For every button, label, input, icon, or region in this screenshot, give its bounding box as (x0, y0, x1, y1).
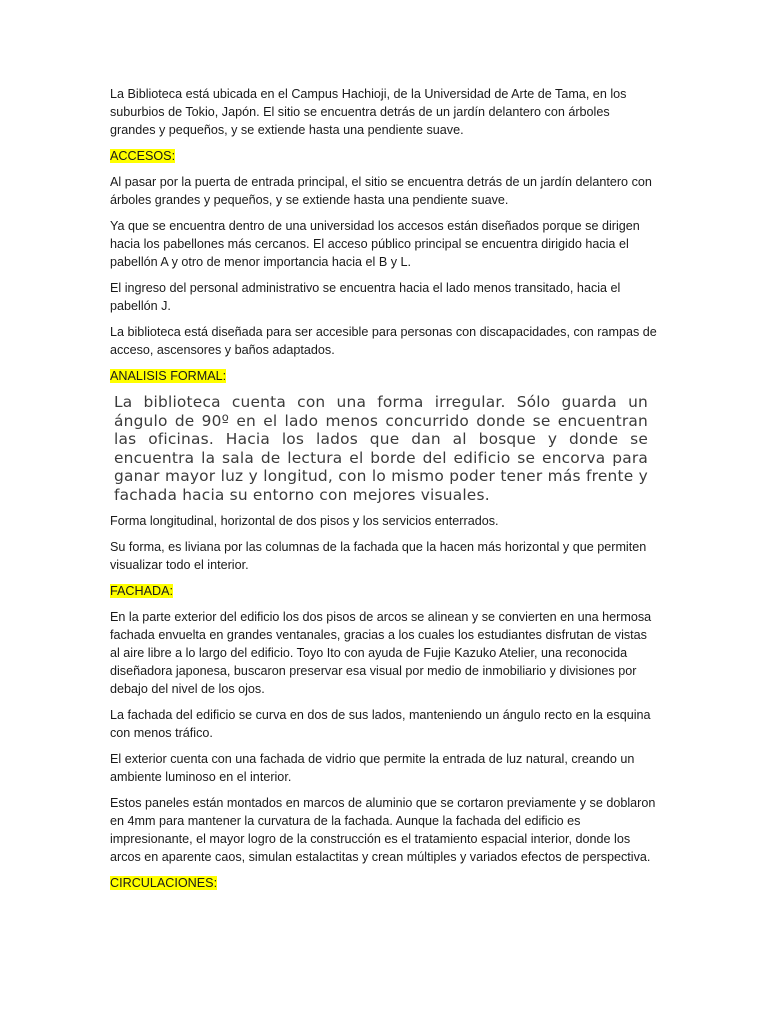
accesos-paragraph-3: El ingreso del personal administrativo se encuentra hacia el lado menos transitado, hacia el pabellón J. (110, 281, 621, 313)
analisis-heading-text: ANALISIS FORMAL: (110, 369, 227, 383)
intro-paragraph: La Biblioteca está ubicada en el Campus Hachioji, de la Universidad de Arte de Tama, en los suburbios de Tokio, Japón. El sitio se encuentra detrás de un jardín delantero con árboles grandes y pequeños, y se extiende hasta una pendiente suave. (110, 87, 627, 137)
analisis-paragraph-2: Su forma, es liviana por las columnas de la fachada que la hacen más horizontal y que permiten visualizar todo el interior. (110, 540, 647, 572)
circulaciones-heading-text: CIRCULACIONES: (110, 876, 218, 890)
fachada-paragraph-1: En la parte exterior del edificio los dos pisos de arcos se alinean y se convierten en una hermosa fachada envuelta en grandes ventanales, gracias a los cuales los estudiantes disfrutan de vistas al aire libre a lo largo del edificio. Toyo Ito con ayuda de Fujie Kazuko Atelier, una reconocida diseñadora japonesa, buscaron preservar esa visual por medio de inmobiliario y divisiones por debajo del nivel de los ojos. (110, 610, 652, 696)
accesos-paragraph-1: Al pasar por la puerta de entrada principal, el sitio se encuentra detrás de un jardín delantero con árboles grandes y pequeños, y se extiende hasta una pendiente suave. (110, 175, 652, 207)
fachada-heading (110, 582, 658, 600)
fachada-paragraph-2: La fachada del edificio se curva en dos de sus lados, manteniendo un ángulo recto en la esquina con menos tráfico. (110, 708, 651, 740)
accesos-paragraph-2: Ya que se encuentra dentro de una universidad los accesos están diseñados porque se dirigen hacia los pabellones más cercanos. El acceso público principal se encuentra dirigido hacia el pabellón A y otro de menor importancia hacia el B y L. (110, 219, 640, 269)
scanned-text-image: La biblioteca cuenta con una forma irregular. Sólo guarda un ángulo de 90º en el lado menos concurrido donde se encuentran las oficinas. Hacia los lados que dan al bosque y donde se encuentra la sala de lectura el borde del edificio se encorva para ganar mayor luz y longitud, con lo mismo poder tener más frente y fachada hacia su entorno con mejores visuales. (114, 393, 648, 504)
accesos-heading (110, 147, 658, 165)
analisis-paragraph-1: Forma longitudinal, horizontal de dos pisos y los servicios enterrados. (110, 514, 499, 528)
analisis-heading (110, 367, 658, 385)
accesos-heading-text: ACCESOS: (110, 149, 176, 163)
fachada-paragraph-4: Estos paneles están montados en marcos de aluminio que se cortaron previamente y se doblaron en 4mm para mantener la curvatura de la fachada. Aunque la fachada del edificio es impresionante, el mayor logro de la construcción es el tratamiento espacial interior, donde los arcos en aparente caos, simulan estalactitas y crean múltiples y variados efectos de perspectiva. (110, 796, 656, 864)
fachada-paragraph-3: El exterior cuenta con una fachada de vidrio que permite la entrada de luz natural, creando un ambiente luminoso en el interior. (110, 752, 635, 784)
circulaciones-heading (110, 874, 658, 892)
fachada-heading-text: FACHADA: (110, 584, 173, 598)
accesos-paragraph-4: La biblioteca está diseñada para ser accesible para personas con discapacidades, con rampas de acceso, ascensores y baños adaptados. (110, 325, 657, 357)
document-page (110, 85, 658, 900)
